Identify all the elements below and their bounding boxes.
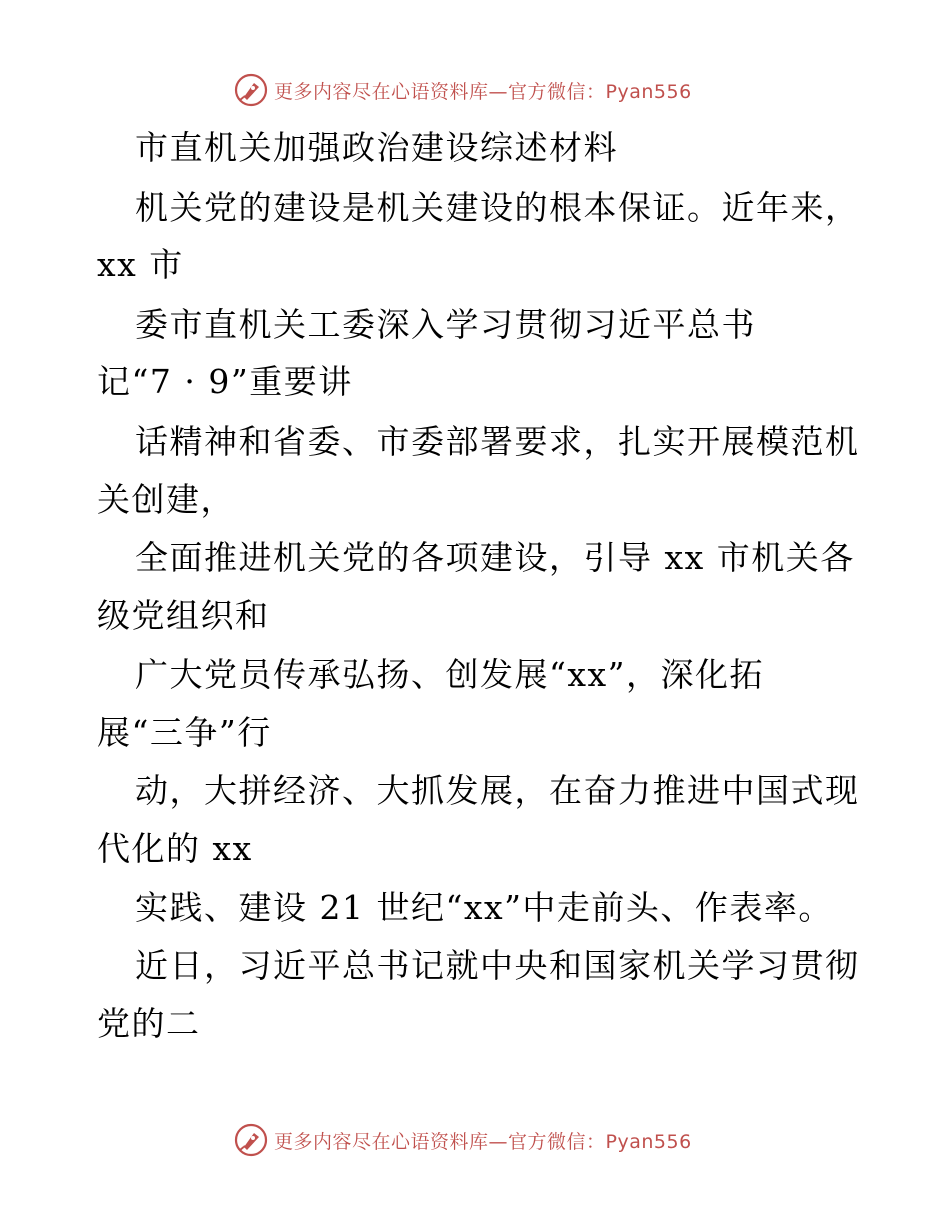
text-line: 全面推进机关党的各项建设，引导 xx 市机关各 xyxy=(135,538,855,577)
text-line: 展“三争”行 xyxy=(97,713,272,752)
footer-banner xyxy=(234,1123,692,1157)
text-line: 话精神和省委、市委部署要求，扎实开展模范机 xyxy=(135,422,860,461)
text-line: 委市直机关工委深入学习贯彻习近平总书 xyxy=(135,305,756,344)
document-title: 市直机关加强政治建设综述材料 xyxy=(135,128,618,167)
text-line: 实践、建设 21 世纪“xx”中走前头、作表率。 xyxy=(135,888,833,927)
text-line: 近日，习近平总书记就中央和国家机关学习贯彻 xyxy=(135,946,860,985)
text-line: 级党组织和 xyxy=(97,596,270,635)
text-line: 动，大拼经济、大抓发展，在奋力推进中国式现 xyxy=(135,771,860,810)
header-banner xyxy=(234,73,692,107)
text-line: 广大党员传承弘扬、创发展“xx”，深化拓 xyxy=(135,655,764,694)
header-banner-text: 更多内容尽在心语资料库—官方微信：Pyan556 xyxy=(274,80,692,103)
text-line: 党的二 xyxy=(97,1004,201,1043)
text-line: 机关党的建设是机关建设的根本保证。近年来， xyxy=(135,188,860,227)
text-line: 记“7 · 9”重要讲 xyxy=(97,362,353,401)
text-line: xx 市 xyxy=(97,245,184,284)
pen-nib-logo-icon xyxy=(234,1123,268,1157)
footer-banner-text: 更多内容尽在心语资料库—官方微信：Pyan556 xyxy=(274,1130,692,1153)
text-line: 关创建， xyxy=(97,480,235,519)
text-line: 代化的 xx xyxy=(97,829,253,868)
pen-nib-logo-icon xyxy=(234,73,268,107)
